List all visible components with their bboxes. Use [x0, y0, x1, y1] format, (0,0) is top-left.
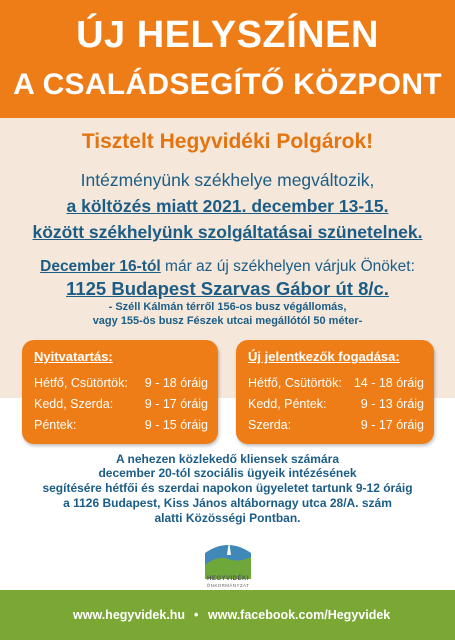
new-address: 1125 Budapest Szarvas Gábor út 8/c.: [66, 278, 389, 299]
new-clients-day: Hétfő, Csütörtök:: [248, 376, 342, 390]
logo-sub: ÖNKORMÁNYZAT: [206, 583, 250, 588]
facebook-link[interactable]: www.facebook.com/Hegyvidek: [208, 608, 391, 622]
opening-hours-time: 9 - 15 óráig: [144, 418, 208, 432]
message-line3: között székhelyünk szolgáltatásai szünetelnek.: [32, 222, 423, 242]
new-clients-title: Új jelentkezők fogadása:: [248, 349, 400, 364]
footer-separator: •: [194, 608, 199, 622]
new-clients-time: 9 - 17 óráig: [360, 418, 424, 432]
opening-hours-day: Hétfő, Csütörtök:: [34, 376, 128, 390]
logo-name: HEGYVIDÉKI: [206, 576, 249, 582]
new-location-date: December 16-tól: [40, 258, 161, 275]
new-clients-box: [236, 340, 434, 444]
website-link[interactable]: www.hegyvidek.hu: [73, 608, 186, 622]
message-line2: a költözés miatt 2021. december 13-15.: [66, 196, 389, 216]
notice-line3: segítésére hétfői és szerdai napokon ügyeletet tartunk 9-12 óráig: [42, 481, 413, 495]
notice-line5: alatti Közösségi Pontban.: [154, 511, 301, 525]
new-clients-day: Kedd, Péntek:: [248, 397, 327, 411]
header-banner: [0, 0, 455, 118]
new-clients-row: [248, 376, 424, 392]
new-clients-row: [248, 418, 424, 434]
new-location-date-line: [0, 258, 455, 276]
opening-hours-day: Péntek:: [34, 418, 77, 432]
opening-hours-row: [34, 418, 208, 434]
opening-hours-box: [22, 340, 218, 444]
notice-line4: a 1126 Budapest, Kiss János altábornagy utca 28/A. szám: [63, 496, 392, 510]
opening-hours-row: [34, 397, 208, 413]
new-location-date-rest: már az új székhelyen várjuk Önöket:: [160, 258, 415, 275]
header-title-line1: ÚJ HELYSZÍNEN: [76, 14, 379, 56]
notice-line1: A nehezen közlekedő kliensek számára: [116, 452, 339, 466]
new-clients-day: Szerda:: [248, 418, 292, 432]
notice-line2: december 20-tól szociális ügyeik intézésének: [98, 466, 357, 480]
message-line1: Intézményünk székhelye megváltozik,: [80, 170, 375, 190]
new-clients-row: [248, 397, 424, 413]
new-clients-time: 14 - 18 óráig: [353, 376, 424, 390]
opening-hours-day: Kedd, Szerda:: [34, 397, 114, 411]
header-title-line2: A CSALÁDSEGÍTŐ KÖZPONT: [13, 68, 442, 101]
greeting: Tisztelt Hegyvidéki Polgárok!: [81, 130, 374, 153]
direction-line2: vagy 155-ös busz Fészek utcai megállótól 50 méter-: [92, 315, 363, 327]
direction-line1: - Széll Kálmán térről 156-os busz végállomás,: [108, 301, 347, 313]
opening-hours-time: 9 - 17 óráig: [144, 397, 208, 411]
new-clients-time: 9 - 13 óráig: [360, 397, 424, 411]
opening-hours-time: 9 - 18 óráig: [144, 376, 208, 390]
opening-hours-title: Nyitvatartás:: [34, 349, 113, 364]
opening-hours-row: [34, 376, 208, 392]
footer-bar: [0, 590, 455, 640]
